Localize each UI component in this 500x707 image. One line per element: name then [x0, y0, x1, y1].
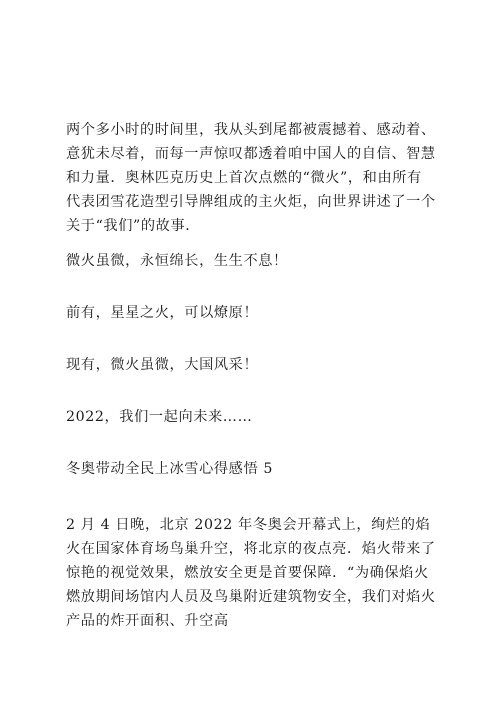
paragraph-fireworks: 2 月 4 日晚，北京 2022 年冬奥会开幕式上，绚烂的焰火在国家体育场鸟巢升空，将北京的夜点亮．焰火带来了惊艳的视觉效果，燃放安全更是首要保障．“为确保焰火燃放期间场馆内人员及鸟巢附近建筑物安全，我们对焰火产品的炸开面积、升空高 — [66, 517, 436, 629]
paragraph-opening-ceremony-impression: 两个多小时的时间里，我从头到尾都被震撼着、感动着、意犹未尽着，而每一声惊叹都透着咱中国人的自信、智慧和力量．奥林匹克历史上首次点燃的“微火”，和由所有代表团雪花造型引导牌组成的主火炬，向世界讲述了一个关于“我们”的故事． — [66, 122, 436, 234]
paragraph-micro-fire: 微火虽微，永恒绵长，生生不息！ — [66, 253, 288, 269]
section-heading: 冬奥带动全民上冰雪心得感悟 5 — [66, 461, 273, 477]
paragraph-spark-prairie: 前有，星星之火，可以燎原！ — [66, 305, 259, 321]
paragraph-great-nation-style: 现有，微火虽微，大国风采！ — [66, 357, 259, 373]
paragraph-together-future: 2022，我们一起向未来…… — [66, 409, 253, 425]
